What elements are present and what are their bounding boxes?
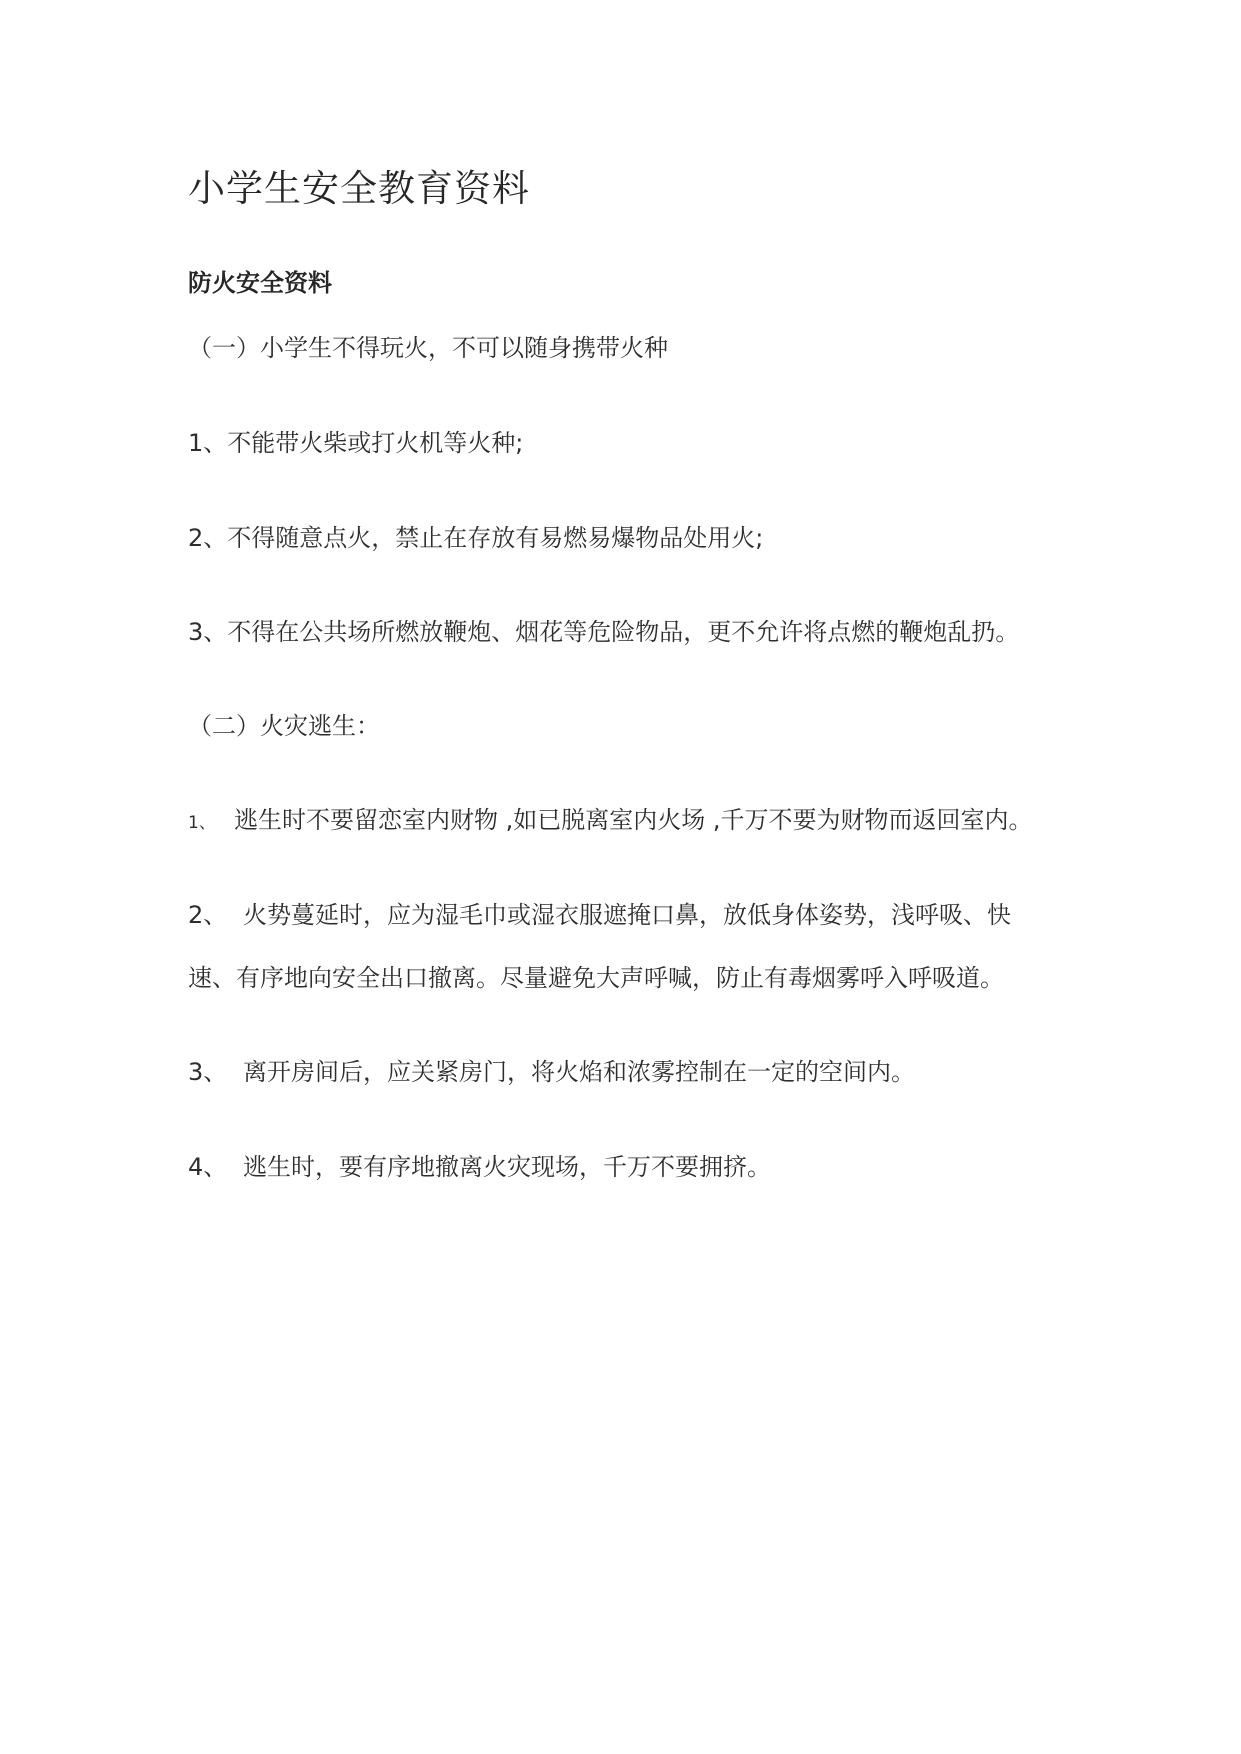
- list-item: [188, 1147, 771, 1182]
- list-item: [188, 895, 1011, 930]
- list-item-number: 1、: [188, 813, 216, 833]
- list-item: 3、不得在公共场所燃放鞭炮、烟花等危险物品，更不允许将点燃的鞭炮乱扔。: [188, 618, 1020, 646]
- list-item: 1、不能带火柴或打火机等火种;: [188, 429, 524, 457]
- list-item-text: 速、有序地向安全出口撤离。尽量避免大声呼喊，防止有毒烟雾呼入呼吸道。: [188, 964, 1004, 992]
- list-item: [188, 800, 1033, 835]
- list-item-number: 4、: [188, 1153, 228, 1181]
- list-item-continuation: [188, 958, 1004, 993]
- section-heading: 防火安全资料: [188, 269, 332, 297]
- list-item-text: 逃生时，要有序地撤离火灾现场，千万不要拥挤。: [243, 1153, 771, 1181]
- list-item-number: 2、: [188, 901, 228, 929]
- list-item-text: 离开房间后，应关紧房门，将火焰和浓雾控制在一定的空间内。: [243, 1058, 915, 1086]
- list-item-text: 逃生时不要留恋室内财物 ,如已脱离室内火场 ,千万不要为财物而返回室内。: [234, 806, 1033, 834]
- list-item: [188, 1052, 915, 1087]
- subsection-heading-1: （一）小学生不得玩火，不可以随身携带火种: [188, 334, 668, 362]
- list-item-number: 3、: [188, 1058, 228, 1086]
- subsection-heading-2: （二）火灾逃生：: [188, 712, 380, 740]
- list-item: 2、不得随意点火，禁止在存放有易燃易爆物品处用火;: [188, 524, 764, 552]
- document-title: 小学生安全教育资料: [188, 167, 530, 210]
- list-item-text: 火势蔓延时，应为湿毛巾或湿衣服遮掩口鼻，放低身体姿势，浅呼吸、快: [243, 901, 1011, 929]
